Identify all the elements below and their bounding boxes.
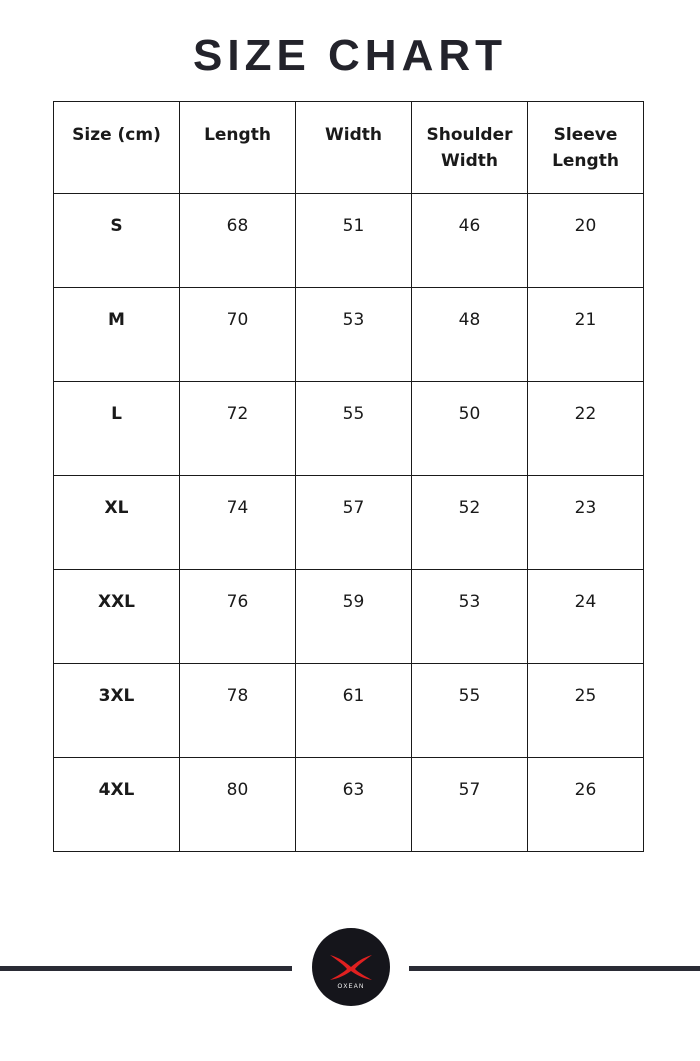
size-cell: 4XL xyxy=(54,758,180,852)
width-cell: 51 xyxy=(296,194,412,288)
shoulder-width-cell: 48 xyxy=(412,288,528,382)
length-cell: 68 xyxy=(180,194,296,288)
x-mark-shape xyxy=(330,955,372,980)
length-cell: 76 xyxy=(180,570,296,664)
table-row xyxy=(54,758,644,852)
column-header-sleeve-length: Sleeve Length xyxy=(528,102,644,194)
table-row xyxy=(54,476,644,570)
length-cell: 72 xyxy=(180,382,296,476)
sleeve-length-cell: 20 xyxy=(528,194,644,288)
size-cell: S xyxy=(54,194,180,288)
shoulder-width-cell: 50 xyxy=(412,382,528,476)
table-row xyxy=(54,194,644,288)
column-header-size: Size (cm) xyxy=(54,102,180,194)
sleeve-length-cell: 22 xyxy=(528,382,644,476)
table-row xyxy=(54,664,644,758)
sleeve-length-cell: 23 xyxy=(528,476,644,570)
footer-divider-left xyxy=(0,966,292,971)
length-cell: 78 xyxy=(180,664,296,758)
length-cell: 80 xyxy=(180,758,296,852)
footer-divider-right xyxy=(409,966,700,971)
length-cell: 70 xyxy=(180,288,296,382)
column-header-length: Length xyxy=(180,102,296,194)
width-cell: 55 xyxy=(296,382,412,476)
sleeve-length-cell: 21 xyxy=(528,288,644,382)
sleeve-length-cell: 25 xyxy=(528,664,644,758)
shoulder-width-cell: 53 xyxy=(412,570,528,664)
size-cell: M xyxy=(54,288,180,382)
size-cell: 3XL xyxy=(54,664,180,758)
sleeve-length-cell: 26 xyxy=(528,758,644,852)
width-cell: 59 xyxy=(296,570,412,664)
shoulder-width-cell: 55 xyxy=(412,664,528,758)
column-header-width: Width xyxy=(296,102,412,194)
page-title: SIZE CHART xyxy=(193,31,507,80)
shoulder-width-cell: 57 xyxy=(412,758,528,852)
oxean-logo-icon xyxy=(312,928,390,1006)
table-row xyxy=(54,570,644,664)
shoulder-width-cell: 46 xyxy=(412,194,528,288)
table-row xyxy=(54,382,644,476)
size-cell: L xyxy=(54,382,180,476)
size-cell: XXL xyxy=(54,570,180,664)
width-cell: 57 xyxy=(296,476,412,570)
width-cell: 61 xyxy=(296,664,412,758)
width-cell: 63 xyxy=(296,758,412,852)
brand-logo xyxy=(312,928,390,1006)
length-cell: 74 xyxy=(180,476,296,570)
table-header-row xyxy=(54,102,644,194)
shoulder-width-cell: 52 xyxy=(412,476,528,570)
logo-wordmark: OXEAN xyxy=(337,984,365,990)
column-header-shoulder-width: Shoulder Width xyxy=(412,102,528,194)
size-cell: XL xyxy=(54,476,180,570)
sleeve-length-cell: 24 xyxy=(528,570,644,664)
table-row xyxy=(54,288,644,382)
size-chart-table xyxy=(53,101,644,852)
width-cell: 53 xyxy=(296,288,412,382)
